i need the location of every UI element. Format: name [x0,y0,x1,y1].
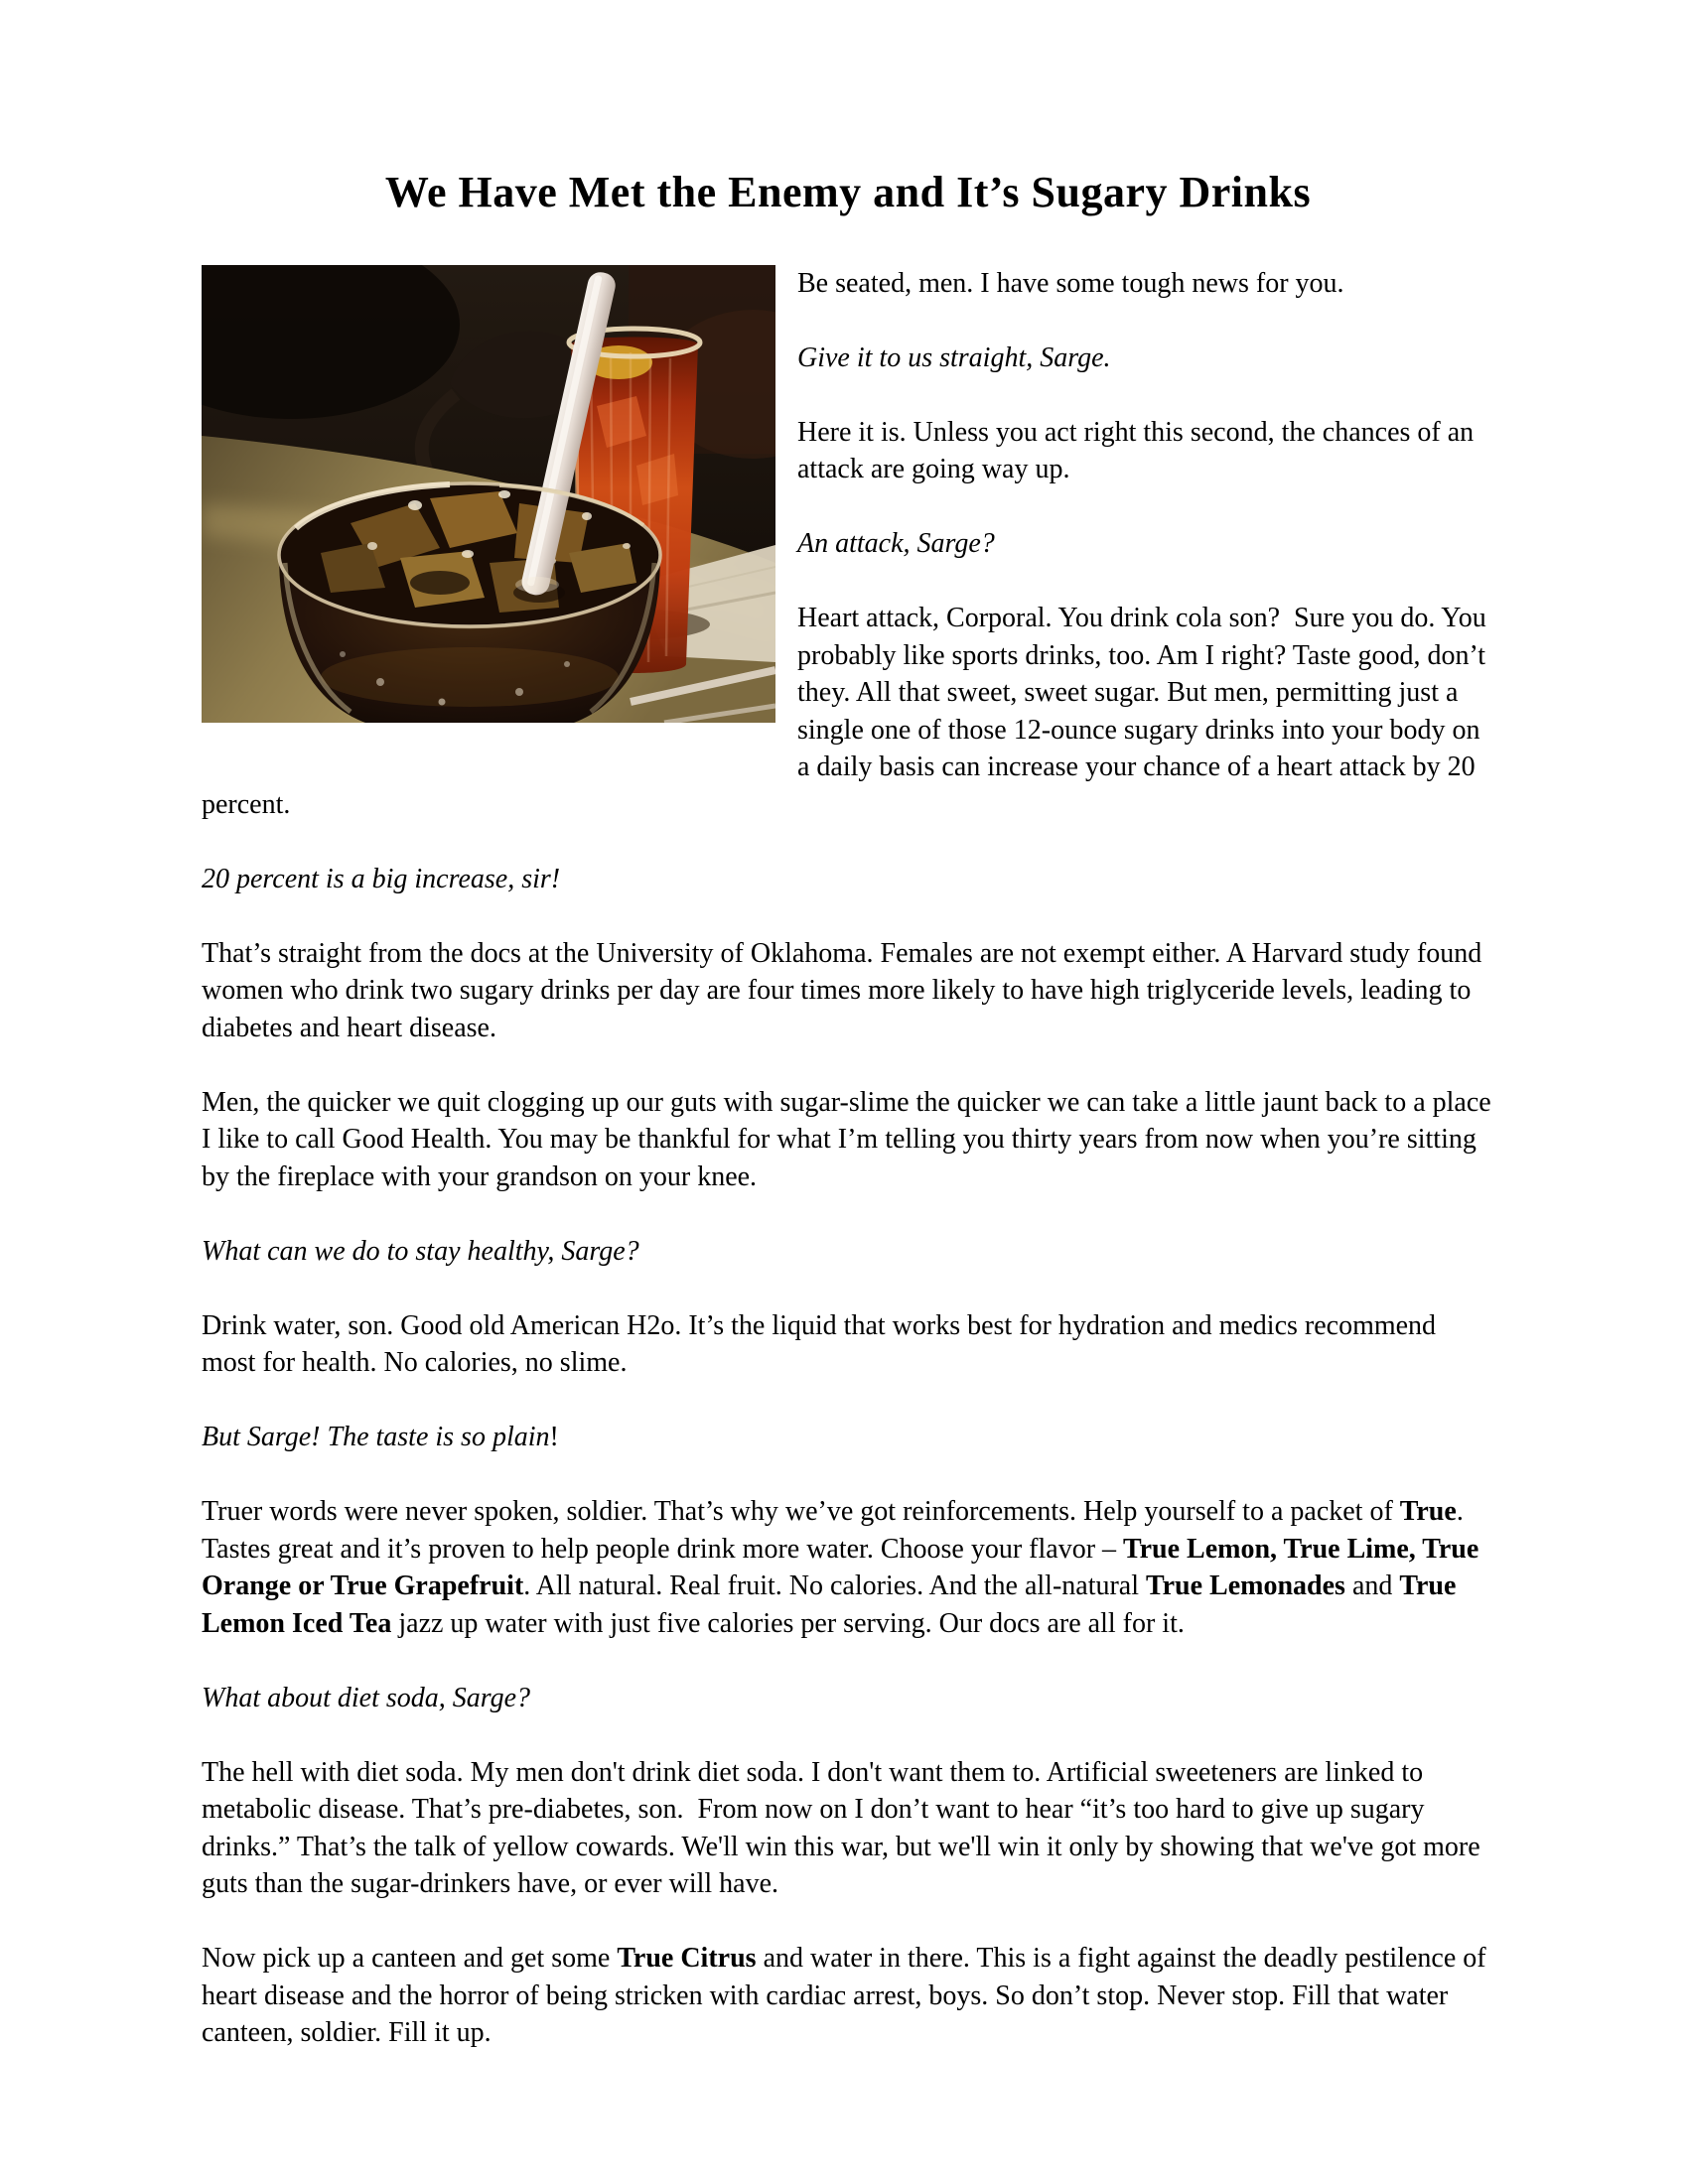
text-run: jazz up water with just five calories per serving. Our docs are all for it. [391,1607,1185,1639]
paragraph-6 [202,861,1494,898]
text-run: True Lemonades [1146,1570,1345,1602]
text-run: . Tastes great and it’s proven to help people drink more water. Choose your flavor – [202,1496,1471,1565]
text-run: Drink water, son. Good old American H2o. It’s the liquid that works best for hydration and medics recommend most for health. No calories, no slime. [202,1309,1444,1379]
page-title: We Have Met the Enemy and It’s Sugary Drinks [384,168,1312,216]
cola-photo-illustration [202,265,775,723]
text-run: ! [549,1422,559,1453]
text-run: An attack, Sarge? [797,528,995,560]
text-run: Here it is. Unless you act right this second, the chances of an attack are going way up. [797,416,1481,485]
text-run: Give it to us straight, Sarge. [797,341,1111,373]
text-run: 20 percent is a big increase, sir! [202,863,561,894]
text-run: and water in there. This is a fight against the deadly pestilence of heart disease and the horror of being stricken with cardiac arrest, boys. So don’t stop. Never stop. Fill that water canteen, soldier. Fill it up. [202,1943,1493,2049]
paragraph-9 [202,1233,1494,1271]
paragraph-13 [202,1680,1494,1717]
text-run: Men, the quicker we quit clogging up our guts with sugar-slime the quicker we can take a little jaunt back to a place I like to call Good Health. You may be thankful for what I’m telling you thirty years from now when you’re sitting by the fireplace with your grandson on your knee. [202,1086,1498,1192]
text-run: What can we do to stay healthy, Sarge? [202,1235,639,1267]
cola-drink-photo [202,265,775,723]
text-run: Heart attack, Corporal. You drink cola son? Sure you do. You probably like sports drinks, too. Am I right? Taste good, don’t they. All that sweet, sweet sugar. But men, permitting just a single one of those 12-ounce sugary drinks into your body on a daily basis can increase your chance of a heart attack by 20 percent. [202,603,1493,820]
paragraph-10 [202,1307,1494,1382]
text-run: What about diet soda, Sarge? [202,1682,531,1713]
text-run: That’s straight from the docs at the University of Oklahoma. Females are not exempt either. A Harvard study found women who drink two sugary drinks per day are four times more likely to have high triglyceride levels, leading to diabetes and heart disease. [202,937,1489,1043]
text-run: True Citrus [617,1943,757,1975]
paragraph-12 [202,1493,1494,1642]
text-run: and [1344,1570,1400,1602]
paragraph-7 [202,935,1494,1047]
paragraph-15 [202,1940,1494,2052]
paragraph-11 [202,1419,1494,1456]
text-run: True Lemon, True Lime, True Orange or True Grapefruit [202,1533,1486,1602]
text-run: True [1399,1496,1457,1528]
text-run: The hell with diet soda. My men don't drink diet soda. I don't want them to. Artificial sweeteners are linked to metabolic disease. That’s pre-diabetes, son. From now on I don’t want to hear “it’s too hard to give up sugary drinks.” That’s the talk of yellow cowards. We'll win this war, but we'll win it only by showing that we've got more guts than the sugar-drinkers have, or ever will have. [202,1756,1487,1900]
text-run: . All natural. Real fruit. No calories. And the all-natural [523,1570,1147,1602]
article-body [202,265,1498,2052]
text-run: Now pick up a canteen and get some [202,1943,618,1975]
text-run: But Sarge! The taste is so plain [202,1422,550,1453]
paragraph-14 [202,1754,1494,1903]
paragraph-8 [202,1084,1498,1196]
text-run: Be seated, men. I have some tough news for you. [797,267,1344,299]
article [202,167,1498,2089]
text-run: True Lemon Iced Tea [202,1570,1464,1639]
text-run: Truer words were never spoken, soldier. That’s why we’ve got reinforcements. Help yourself to a packet of [202,1496,1400,1528]
